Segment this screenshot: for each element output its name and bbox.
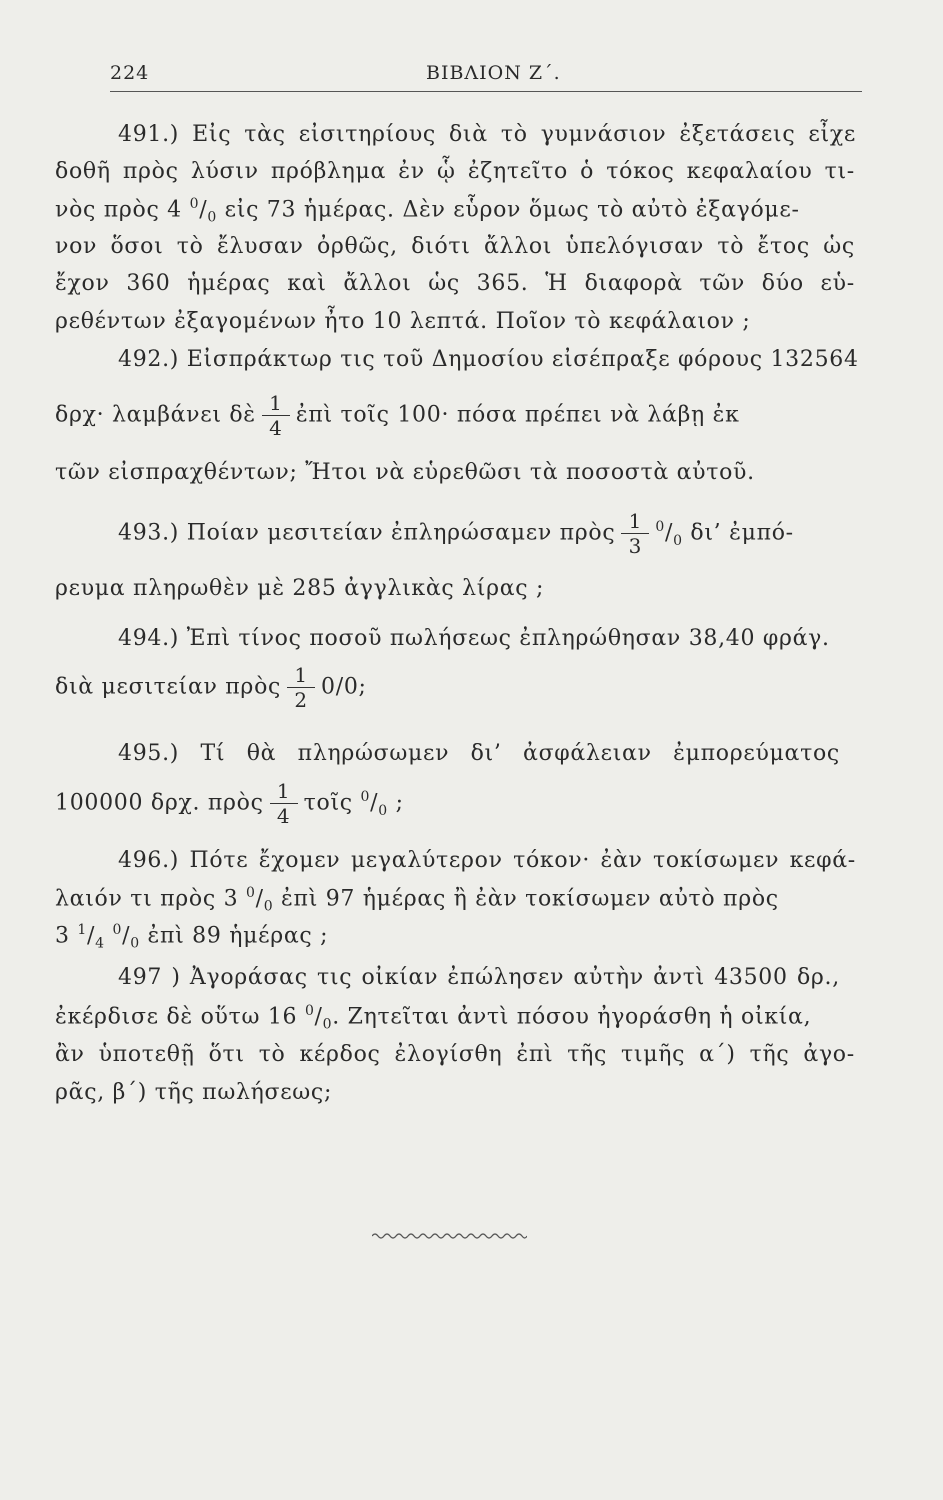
problem-491-line-1: 491.) Εἰς τὰς εἰσιτηρίους διὰ τὸ γυμνάσιον ἐξετάσεις εἶχε: [118, 122, 856, 147]
fraction-one-quarter: $\frac{1}{4}$: [262, 392, 290, 439]
problem-492-line-3: τῶν εἰσπραχθέντων; Ἤτοι νὰ εὑρεθῶσι τὰ ποσοστὰ αὐτοῦ.: [55, 460, 755, 485]
problem-491-line-3: νὸς πρὸς 4 $^0/_0$ εἰς 73 ἡμέρας. Δὲν εὗρον ὅμως τὸ αὐτὸ ἐξαγόμε-: [55, 196, 800, 226]
problem-496-line-2: λαιόν τι πρὸς 3 $^0/_0$ ἐπὶ 97 ἡμέρας ἢ ἐὰν τοκίσωμεν αὐτὸ πρὸς: [55, 885, 779, 915]
problem-491-line-6: ρεθέντων ἐξαγομένων ἦτο 10 λεπτά. Ποῖον τὸ κεφάλαιον ;: [55, 309, 751, 334]
problem-495-line-1: 495.) Τί θὰ πληρώσωμεν δι’ ἀσφάλειαν ἐμπορεύματος: [118, 741, 840, 766]
header-rule: [110, 91, 862, 92]
fraction-one-third: $\frac{1}{3}$: [621, 510, 649, 557]
running-title: ΒΙΒΛΙΟΝ Ζ΄.: [426, 62, 561, 84]
problem-492-line-1: 492.) Εἰσπράκτωρ τις τοῦ Δημοσίου εἰσέπραξε φόρους 132564: [118, 347, 859, 372]
page-number: 224: [110, 62, 150, 84]
problem-494-line-1: 494.) Ἐπὶ τίνος ποσοῦ πωλήσεως ἐπληρώθησαν 38,40 φράγ.: [118, 626, 830, 651]
problem-491-line-2: δοθῆ πρὸς λύσιν πρόβλημα ἐν ᾧ ἐζητεῖτο ὁ τόκος κεφαλαίου τι-: [55, 159, 855, 184]
problem-497-line-3: ἂν ὑποτεθῇ ὅτι τὸ κέρδος ἐλογίσθη ἐπὶ τῆς τιμῆς α΄) τῆς ἀγο-: [55, 1042, 855, 1067]
problem-495-line-2: 100000 δρχ. πρὸς $\frac{1}{4}$ τοῖς $^0/_0$ ;: [55, 779, 404, 828]
fraction-one-half: $\frac{1}{2}$: [287, 664, 315, 711]
problem-491-line-5: ἔχον 360 ἡμέρας καὶ ἄλλοι ὡς 365. Ἡ διαφορὰ τῶν δύο εὑ-: [55, 271, 855, 296]
problem-496-line-1: 496.) Πότε ἔχομεν μεγαλύτερον τόκον· ἐὰν τοκίσωμεν κεφά-: [118, 848, 856, 873]
problem-493-line-1: 493.) Ποίαν μεσιτείαν ἐπληρώσαμεν πρὸς $\frac{1}{3}$ $^0/_0$ δι’ ἐμπό-: [118, 509, 794, 558]
problem-492-line-2: δρχ· λαμβάνει δὲ $\frac{1}{4}$ ἐπὶ τοῖς 100· πόσα πρέπει νὰ λάβῃ ἐκ: [55, 391, 740, 440]
fraction-one-quarter-2: $\frac{1}{4}$: [270, 780, 298, 827]
problem-497-line-4: ρᾶς, β΄) τῆς πωλήσεως;: [55, 1080, 333, 1105]
page-header: [110, 62, 860, 94]
problem-496-line-3: 3 $^1/_4$ $^0/_0$ ἐπὶ 89 ἡμέρας ;: [55, 922, 329, 952]
problem-491-line-4: νον ὅσοι τὸ ἔλυσαν ὀρθῶς, διότι ἄλλοι ὑπελόγισαν τὸ ἔτος ὡς: [55, 234, 855, 259]
wavy-ornament-divider: [372, 1232, 527, 1240]
problem-497-line-1: 497 ) Ἀγοράσας τις οἰκίαν ἐπώλησεν αὐτὴν ἀντὶ 43500 δρ.,: [118, 965, 840, 990]
problem-497-line-2: ἐκέρδισε δὲ οὕτω 16 $^0/_0$. Ζητεῖται ἀντὶ πόσου ἠγοράσθη ἡ οἰκία,: [55, 1003, 812, 1033]
problem-494-line-2: διὰ μεσιτείαν πρὸς $\frac{1}{2}$ 0/0;: [55, 663, 367, 712]
problem-493-line-2: ρευμα πληρωθὲν μὲ 285 ἀγγλικὰς λίρας ;: [55, 576, 545, 601]
